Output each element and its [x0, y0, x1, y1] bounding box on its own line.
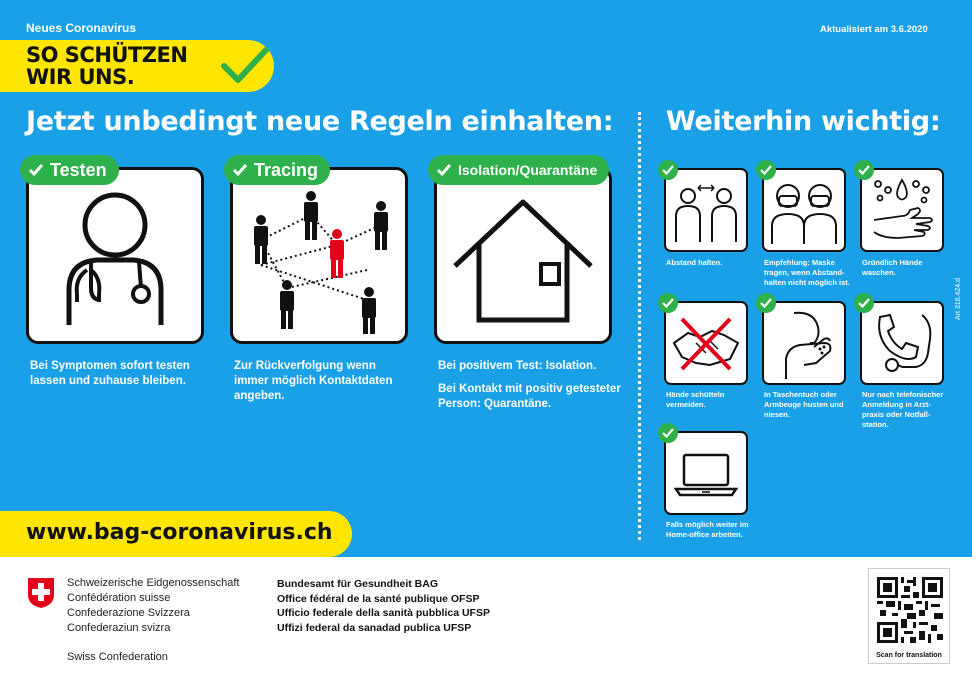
- label-testen-text: Testen: [50, 159, 107, 180]
- card-tracing: [230, 167, 408, 344]
- caption-line: tragen, wenn Abstand-: [764, 268, 845, 277]
- no-handshake-icon: [666, 303, 746, 383]
- caption-line: Empfehlung: Maske: [764, 258, 835, 267]
- check-icon: [658, 160, 678, 180]
- check-icon: [854, 160, 874, 180]
- swiss-cross-icon: [27, 577, 55, 609]
- caption-cough-elbow: [764, 390, 856, 420]
- confed-line: Confédération suisse: [67, 592, 171, 604]
- qr-code-icon[interactable]: [877, 577, 943, 643]
- bag-line: Ufficio federale della sanità pubblica UFSP: [277, 607, 490, 619]
- caption-line: Anmeldung in Arzt-: [862, 400, 931, 409]
- caption-mask: [764, 258, 856, 288]
- caption-line: immer möglich Kontaktdaten: [234, 375, 393, 387]
- article-number: Art 316.424.d: [955, 277, 962, 320]
- caption-line: niesen.: [764, 410, 790, 419]
- left-heading: Jetzt unbedingt neue Regeln einhalten:: [26, 106, 614, 137]
- caption-line: lassen und zuhause bleiben.: [30, 375, 186, 387]
- card-phone-stethoscope: [860, 301, 944, 385]
- laptop-icon: [666, 433, 746, 513]
- caption-line: Zur Rückverfolgung wenn: [234, 360, 376, 372]
- card-distance: [664, 168, 748, 252]
- qr-caption: Scan for translation: [876, 652, 942, 659]
- bag-line: Bundesamt für Gesundheit BAG: [277, 578, 439, 590]
- caption-line: Nur nach telefonischer: [862, 390, 944, 399]
- card-home-office: [664, 431, 748, 515]
- confederation-names: [67, 576, 239, 636]
- caption-line: Bei positivem Test: Isolation.: [438, 360, 597, 372]
- caption-line: waschen.: [862, 268, 896, 277]
- bag-line: Uffizi federal da sanadad publica UFSP: [277, 621, 472, 634]
- url-banner[interactable]: [0, 511, 352, 557]
- label-isolation: [428, 155, 609, 185]
- confed-line: Schweizerische Eidgenossenschaft: [67, 577, 240, 589]
- check-icon: [756, 160, 776, 180]
- check-icon: [232, 163, 248, 177]
- house-icon: [437, 170, 609, 341]
- tracing-people-icon: [233, 170, 405, 341]
- check-icon: [854, 293, 874, 313]
- confed-line: Confederazione Svizzera: [67, 607, 190, 619]
- caption-line: Bei Symptomen sofort testen: [30, 360, 190, 372]
- caption-testen: [30, 359, 205, 389]
- banner-title: [26, 44, 187, 88]
- caption-line: Armbeuge husten und: [764, 400, 844, 409]
- caption-no-handshake: [666, 390, 758, 410]
- phone-stethoscope-icon: [862, 303, 942, 383]
- hand-wash-icon: [862, 170, 942, 250]
- column-divider: [638, 112, 641, 540]
- website-link[interactable]: www.bag-coronavirus.ch: [26, 520, 333, 545]
- caption-hand-wash: [862, 258, 954, 278]
- card-cough-elbow: [762, 301, 846, 385]
- check-icon: [436, 163, 452, 177]
- label-isolation-text: Isolation/Quarantäne: [458, 162, 598, 178]
- caption-line: halten nicht möglich ist.: [764, 278, 850, 287]
- caption-line: Hände schütteln: [666, 390, 725, 399]
- caption-tracing: [234, 359, 414, 404]
- check-icon: [756, 293, 776, 313]
- label-tracing: [224, 155, 330, 185]
- card-isolation: [434, 167, 612, 344]
- caption-phone: [862, 390, 954, 430]
- caption-home-office: [666, 520, 758, 540]
- bag-line: Office fédéral de la santé publique OFSP: [277, 592, 480, 605]
- caption-line: Abstand halten.: [666, 258, 723, 267]
- distance-icon: [666, 170, 746, 250]
- confed-line: Confederaziun svizra: [67, 622, 171, 634]
- check-icon: [28, 163, 44, 177]
- cough-elbow-icon: [764, 303, 844, 383]
- updated-date: Aktualisiert am 3.6.2020: [820, 24, 928, 35]
- card-mask: [762, 168, 846, 252]
- caption-line: praxis oder Notfall-: [862, 410, 931, 419]
- swiss-confederation: Swiss Confederation: [67, 651, 168, 663]
- mask-icon: [764, 170, 844, 250]
- bag-names: [277, 577, 490, 635]
- caption-line: station.: [862, 420, 889, 429]
- caption-line: Home-office arbeiten.: [666, 530, 743, 539]
- caption-distance: [666, 258, 758, 268]
- caption-line: Bei Kontakt mit positiv getesteter: [438, 383, 621, 395]
- caption-line: Falls möglich weiter im: [666, 520, 749, 529]
- kicker-text: Neues Coronavirus: [26, 21, 137, 35]
- card-hand-wash: [860, 168, 944, 252]
- caption-line: vermeiden.: [666, 400, 706, 409]
- check-icon: [218, 42, 270, 88]
- card-testen: [26, 167, 204, 344]
- right-heading: Weiterhin wichtig:: [666, 106, 941, 137]
- banner-line-1: SO SCHÜTZEN: [26, 43, 188, 67]
- label-tracing-text: Tracing: [254, 159, 319, 180]
- doctor-icon: [29, 170, 201, 341]
- caption-line: Gründlich Hände: [862, 258, 923, 267]
- caption-line: In Taschentuch oder: [764, 390, 837, 399]
- card-no-handshake: [664, 301, 748, 385]
- qr-box[interactable]: [868, 568, 950, 664]
- title-banner: [0, 40, 274, 92]
- label-testen: [20, 155, 119, 185]
- caption-line: angeben.: [234, 390, 285, 402]
- banner-line-2: WIR UNS.: [26, 65, 135, 89]
- check-icon: [658, 423, 678, 443]
- caption-line: Person: Quarantäne.: [438, 398, 552, 410]
- check-icon: [658, 293, 678, 313]
- caption-isolation: [438, 359, 633, 412]
